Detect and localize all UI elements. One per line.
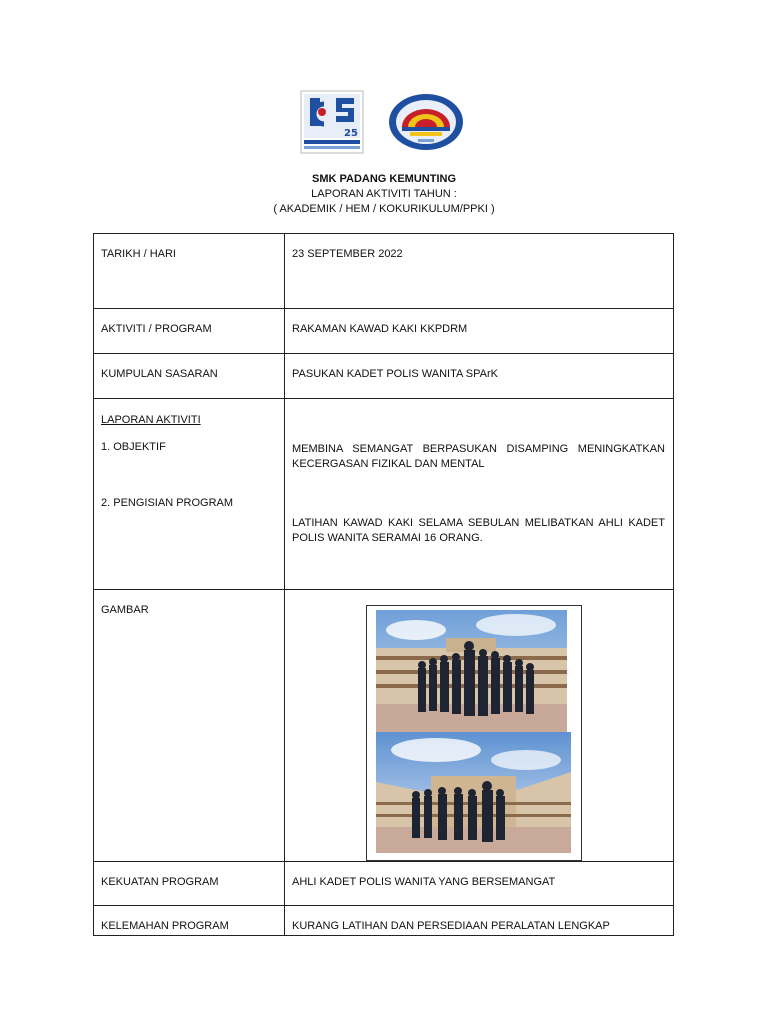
activity-value-cell xyxy=(285,309,674,354)
strength-label: KEKUATAN PROGRAM xyxy=(101,876,219,888)
activity-report-table xyxy=(93,233,674,936)
row-weakness xyxy=(94,906,674,936)
activity-value: RAKAMAN KAWAD KAKI KKPDRM xyxy=(292,323,468,335)
school-crest-logo xyxy=(388,93,464,151)
weakness-value: KURANG LATIHAN DAN PERSEDIAAN PERALATAN LENGKAP xyxy=(292,920,610,932)
row-activity xyxy=(94,309,674,354)
date-label: TARIKH / HARI xyxy=(101,248,176,260)
weakness-label: KELEMAHAN PROGRAM xyxy=(101,920,229,932)
strength-value: AHLI KADET POLIS WANITA YANG BERSEMANGAT xyxy=(292,876,556,888)
report-categories: ( AKADEMIK / HEM / KOKURIKULUM/PPKI ) xyxy=(273,203,495,215)
weakness-label-cell xyxy=(94,906,285,936)
content-label: 2. PENGISIAN PROGRAM xyxy=(101,497,234,509)
row-date xyxy=(94,234,674,309)
activity-label: AKTIVITI / PROGRAM xyxy=(101,323,212,335)
logo-bar xyxy=(0,90,768,156)
school-25-years-logo xyxy=(300,90,364,154)
photos-cell xyxy=(285,590,674,862)
photo-marching-formation xyxy=(376,732,571,853)
target-value-cell xyxy=(285,354,674,399)
report-header xyxy=(0,172,768,217)
date-value: 23 SEPTEMBER 2022 xyxy=(292,248,403,260)
strength-label-cell xyxy=(94,862,285,906)
photos-label-cell xyxy=(94,590,285,862)
date-label-cell xyxy=(94,234,285,309)
row-strength xyxy=(94,862,674,906)
report-title: LAPORAN AKTIVITI TAHUN : xyxy=(311,188,457,200)
strength-value-cell xyxy=(285,862,674,906)
activity-label-cell xyxy=(94,309,285,354)
report-label-cell xyxy=(94,399,285,590)
row-activity-report xyxy=(94,399,674,590)
target-label-cell xyxy=(94,354,285,399)
svg-text:25: 25 xyxy=(344,128,358,139)
weakness-value-cell xyxy=(285,906,674,936)
target-label: KUMPULAN SASARAN xyxy=(101,368,218,380)
date-value-cell xyxy=(285,234,674,309)
objective-value: MEMBINA SEMANGAT BERPASUKAN DISAMPING MENINGKATKAN KECERGASAN FIZIKAL DAN MENTAL xyxy=(292,443,665,470)
target-value: PASUKAN KADET POLIS WANITA SPArK xyxy=(292,368,498,380)
report-heading: LAPORAN AKTIVITI xyxy=(101,414,201,426)
photo-marching-salute xyxy=(376,610,567,732)
row-target-group xyxy=(94,354,674,399)
content-value: LATIHAN KAWAD KAKI SELAMA SEBULAN MELIBATKAN AHLI KADET POLIS WANITA SERAMAI 16 ORANG. xyxy=(292,517,665,544)
photos-label: GAMBAR xyxy=(101,604,149,616)
school-name: SMK PADANG KEMUNTING xyxy=(311,173,456,185)
photo-frame xyxy=(366,605,582,861)
report-value-cell xyxy=(285,399,674,590)
objective-label: 1. OBJEKTIF xyxy=(101,441,166,453)
row-photos xyxy=(94,590,674,862)
